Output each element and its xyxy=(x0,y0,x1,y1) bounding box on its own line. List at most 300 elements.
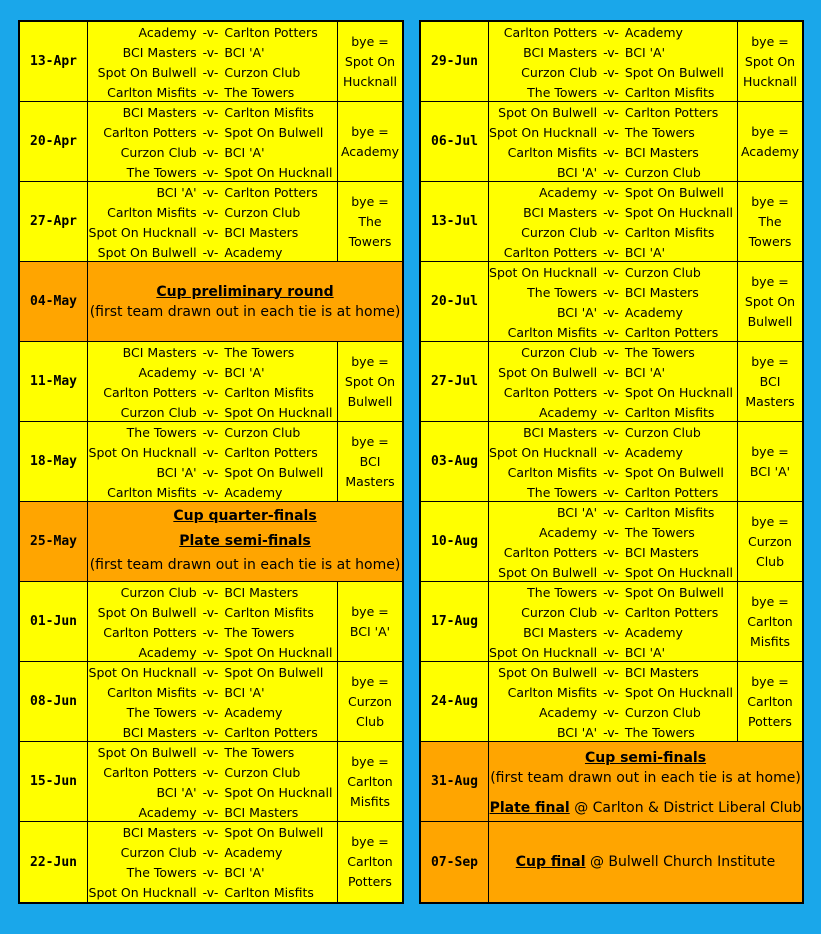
away-team: Spot On Bulwell xyxy=(224,125,324,140)
home-team: Spot On Hucknall xyxy=(489,265,598,280)
away-team: Carlton Misfits xyxy=(624,85,715,100)
home-team: The Towers xyxy=(527,285,598,300)
versus-label: -v- xyxy=(202,185,219,200)
home-team: Curzon Club xyxy=(120,145,197,160)
bye-cell: bye = Spot On Bulwell xyxy=(338,342,402,421)
schedule-row xyxy=(421,182,802,262)
fixtures-cell xyxy=(489,262,738,341)
fixture xyxy=(489,683,733,703)
date-cell: 27-Apr xyxy=(20,182,88,261)
schedule-row xyxy=(20,822,402,902)
versus-label: -v- xyxy=(603,665,619,680)
schedule-row xyxy=(421,422,802,502)
fixture xyxy=(489,603,733,623)
versus-label: -v- xyxy=(603,305,619,320)
fixture xyxy=(88,143,333,163)
home-team: Carlton Potters xyxy=(503,385,598,400)
home-team: Academy xyxy=(539,185,598,200)
home-team: Academy xyxy=(539,525,598,540)
schedule-row xyxy=(20,502,402,582)
away-team: The Towers xyxy=(624,525,695,540)
away-team: Carlton Potters xyxy=(224,725,318,740)
date-cell: 20-Jul xyxy=(421,262,489,341)
versus-label: -v- xyxy=(603,145,619,160)
versus-label: -v- xyxy=(603,645,619,660)
versus-label: -v- xyxy=(202,205,219,220)
away-team: Carlton Misfits xyxy=(224,605,314,620)
home-team: Spot On Hucknall xyxy=(88,225,197,240)
fixture xyxy=(489,343,733,363)
date-cell: 07-Sep xyxy=(421,822,489,902)
home-team: Curzon Club xyxy=(120,405,197,420)
versus-label: -v- xyxy=(202,125,219,140)
away-team: The Towers xyxy=(224,745,295,760)
versus-label: -v- xyxy=(603,385,619,400)
fixtures-cell xyxy=(489,502,738,581)
fixture xyxy=(88,63,333,83)
versus-label: -v- xyxy=(603,25,619,40)
date-cell: 08-Jun xyxy=(20,662,88,741)
home-team: Spot On Bulwell xyxy=(498,565,598,580)
away-team: Academy xyxy=(224,705,283,720)
versus-label: -v- xyxy=(202,445,219,460)
versus-label: -v- xyxy=(202,165,219,180)
versus-label: -v- xyxy=(202,245,219,260)
home-team: Academy xyxy=(138,25,197,40)
schedule-row xyxy=(20,22,402,102)
fixture xyxy=(88,403,333,423)
away-team: BCI Masters xyxy=(224,225,299,240)
fixture xyxy=(88,83,333,103)
fixture xyxy=(489,103,733,123)
versus-label: -v- xyxy=(603,165,619,180)
versus-label: -v- xyxy=(603,545,619,560)
away-team: BCI 'A' xyxy=(224,685,265,700)
versus-label: -v- xyxy=(202,25,219,40)
home-team: BCI Masters xyxy=(523,45,598,60)
fixture xyxy=(489,263,733,283)
home-team: Academy xyxy=(138,805,197,820)
schedule-row xyxy=(421,822,802,902)
bye-cell: bye = Spot On Bulwell xyxy=(738,262,802,341)
fixtures-column-right xyxy=(419,20,804,904)
fixture xyxy=(489,643,733,663)
home-team: The Towers xyxy=(527,585,598,600)
home-team: BCI Masters xyxy=(122,725,197,740)
event-title: Cup preliminary round xyxy=(156,283,334,300)
fixtures-cell xyxy=(489,342,738,421)
versus-label: -v- xyxy=(603,65,619,80)
home-team: Carlton Potters xyxy=(503,25,598,40)
home-team: Spot On Bulwell xyxy=(97,65,197,80)
fixture xyxy=(489,403,733,423)
home-team: Spot On Hucknall xyxy=(489,645,598,660)
bye-cell: bye = Carlton Potters xyxy=(338,822,402,902)
home-team: Carlton Misfits xyxy=(507,465,598,480)
versus-label: -v- xyxy=(603,125,619,140)
home-team: Carlton Potters xyxy=(103,385,197,400)
schedule-row xyxy=(20,262,402,342)
bye-cell: bye = Carlton Misfits xyxy=(338,742,402,821)
away-team: Carlton Misfits xyxy=(624,405,715,420)
away-team: Carlton Potters xyxy=(624,605,719,620)
away-team: Carlton Misfits xyxy=(224,385,314,400)
event-title-line xyxy=(490,798,802,818)
bye-cell: bye = Carlton Potters xyxy=(738,662,802,741)
home-team: BCI 'A' xyxy=(556,305,598,320)
event-note: (first team drawn out in each tie is at home) xyxy=(89,557,401,573)
bye-cell: bye = The Towers xyxy=(738,182,802,261)
versus-label: -v- xyxy=(202,105,219,120)
fixture xyxy=(489,123,733,143)
versus-label: -v- xyxy=(603,105,619,120)
away-team: The Towers xyxy=(624,125,695,140)
versus-label: -v- xyxy=(202,485,219,500)
versus-label: -v- xyxy=(202,45,219,60)
fixtures-cell xyxy=(489,422,738,501)
date-cell: 29-Jun xyxy=(421,22,489,101)
date-cell: 25-May xyxy=(20,502,88,581)
fixture xyxy=(88,123,333,143)
fixture xyxy=(489,443,733,463)
versus-label: -v- xyxy=(603,525,619,540)
bye-cell: bye = Academy xyxy=(738,102,802,181)
home-team: Carlton Misfits xyxy=(107,85,197,100)
versus-label: -v- xyxy=(603,365,619,380)
versus-label: -v- xyxy=(603,285,619,300)
bye-cell: bye = Carlton Misfits xyxy=(738,582,802,661)
home-team: The Towers xyxy=(126,165,197,180)
versus-label: -v- xyxy=(202,865,219,880)
fixture xyxy=(88,203,333,223)
fixtures-cell xyxy=(88,582,338,661)
fixture xyxy=(489,543,733,563)
away-team: Carlton Potters xyxy=(624,105,719,120)
fixture xyxy=(489,723,733,743)
versus-label: -v- xyxy=(202,805,219,820)
fixture xyxy=(489,143,733,163)
away-team: BCI 'A' xyxy=(224,45,265,60)
versus-label: -v- xyxy=(603,205,619,220)
fixture xyxy=(88,843,333,863)
home-team: Carlton Potters xyxy=(103,765,197,780)
fixture xyxy=(88,823,333,843)
versus-label: -v- xyxy=(603,185,619,200)
away-team: Spot On Bulwell xyxy=(624,465,724,480)
home-team: The Towers xyxy=(527,85,598,100)
event-title: Cup final xyxy=(515,854,586,870)
fixture xyxy=(489,203,733,223)
fixture xyxy=(489,323,733,343)
fixture xyxy=(88,23,333,43)
schedule-row xyxy=(20,582,402,662)
away-team: Academy xyxy=(224,485,283,500)
away-team: The Towers xyxy=(624,725,695,740)
home-team: Spot On Bulwell xyxy=(97,605,197,620)
fixture xyxy=(489,363,733,383)
versus-label: -v- xyxy=(202,65,219,80)
date-cell: 22-Jun xyxy=(20,822,88,902)
schedule-row xyxy=(20,742,402,822)
versus-label: -v- xyxy=(202,705,219,720)
home-team: Spot On Hucknall xyxy=(489,445,598,460)
fixture xyxy=(489,463,733,483)
event-cell xyxy=(489,742,802,821)
versus-label: -v- xyxy=(603,265,619,280)
home-team: BCI 'A' xyxy=(156,185,197,200)
fixture xyxy=(489,423,733,443)
date-cell: 10-Aug xyxy=(421,502,489,581)
versus-label: -v- xyxy=(603,345,619,360)
away-team: Spot On Bulwell xyxy=(624,185,724,200)
fixtures-cell xyxy=(88,102,338,181)
away-team: BCI 'A' xyxy=(624,45,666,60)
away-team: The Towers xyxy=(224,625,295,640)
fixtures-cell xyxy=(489,182,738,261)
fixture xyxy=(489,63,733,83)
schedule-row xyxy=(421,742,802,822)
home-team: Carlton Potters xyxy=(503,245,598,260)
fixture xyxy=(88,223,333,243)
fixtures-cell xyxy=(489,582,738,661)
versus-label: -v- xyxy=(603,605,619,620)
away-team: Spot On Bulwell xyxy=(224,465,324,480)
home-team: Carlton Misfits xyxy=(507,685,598,700)
home-team: BCI 'A' xyxy=(556,165,598,180)
schedule-row xyxy=(20,342,402,422)
fixture xyxy=(88,703,333,723)
away-team: Spot On Hucknall xyxy=(224,645,333,660)
fixtures-column-left xyxy=(18,20,404,904)
versus-label: -v- xyxy=(603,585,619,600)
away-team: BCI Masters xyxy=(224,805,299,820)
fixture xyxy=(88,483,333,503)
home-team: BCI Masters xyxy=(523,425,598,440)
away-team: BCI Masters xyxy=(624,665,699,680)
date-cell: 27-Jul xyxy=(421,342,489,421)
fixtures-cell xyxy=(88,342,338,421)
versus-label: -v- xyxy=(202,225,219,240)
schedule-row xyxy=(421,102,802,182)
away-team: The Towers xyxy=(624,345,695,360)
home-team: The Towers xyxy=(126,865,197,880)
away-team: BCI 'A' xyxy=(224,865,265,880)
versus-label: -v- xyxy=(603,465,619,480)
versus-label: -v- xyxy=(202,385,219,400)
home-team: BCI 'A' xyxy=(556,725,598,740)
fixture xyxy=(88,623,333,643)
fixture xyxy=(88,663,333,683)
versus-label: -v- xyxy=(202,465,219,480)
away-team: Spot On Hucknall xyxy=(624,205,733,220)
fixture xyxy=(88,883,333,903)
home-team: Spot On Hucknall xyxy=(489,125,598,140)
event-title-line xyxy=(156,282,333,302)
event-title: Cup quarter-finals xyxy=(173,508,317,524)
away-team: Curzon Club xyxy=(224,765,301,780)
event-title-line xyxy=(179,531,311,551)
versus-label: -v- xyxy=(603,505,619,520)
away-team: Curzon Club xyxy=(624,165,701,180)
home-team: Academy xyxy=(539,405,598,420)
fixtures-cell xyxy=(489,102,738,181)
away-team: Carlton Potters xyxy=(224,445,318,460)
event-title: Cup semi-finals xyxy=(584,750,707,766)
fixture xyxy=(88,243,333,263)
fixtures-cell xyxy=(88,22,338,101)
fixture xyxy=(88,863,333,883)
home-team: Carlton Misfits xyxy=(107,685,197,700)
schedule-row xyxy=(421,22,802,102)
versus-label: -v- xyxy=(603,565,619,580)
home-team: Curzon Club xyxy=(120,845,197,860)
away-team: BCI Masters xyxy=(624,285,699,300)
away-team: Spot On Bulwell xyxy=(624,65,724,80)
away-team: Spot On Bulwell xyxy=(224,825,324,840)
bye-cell: bye = Spot On Hucknall xyxy=(738,22,802,101)
event-cell xyxy=(88,262,402,341)
fixture xyxy=(489,23,733,43)
away-team: Academy xyxy=(224,845,283,860)
away-team: Spot On Hucknall xyxy=(624,685,733,700)
bye-cell: bye = Spot On Hucknall xyxy=(338,22,402,101)
away-team: Spot On Hucknall xyxy=(624,565,733,580)
fixture xyxy=(489,303,733,323)
versus-label: -v- xyxy=(603,625,619,640)
versus-label: -v- xyxy=(603,45,619,60)
away-team: Carlton Potters xyxy=(624,325,719,340)
date-cell: 13-Apr xyxy=(20,22,88,101)
away-team: Curzon Club xyxy=(224,205,301,220)
event-top-group xyxy=(490,748,801,788)
home-team: Carlton Misfits xyxy=(507,145,598,160)
versus-label: -v- xyxy=(202,425,219,440)
away-team: Carlton Misfits xyxy=(224,885,314,900)
fixtures-cell xyxy=(88,822,338,902)
fixture xyxy=(489,163,733,183)
away-team: BCI 'A' xyxy=(224,365,265,380)
home-team: The Towers xyxy=(126,705,197,720)
date-cell: 13-Jul xyxy=(421,182,489,261)
fixture xyxy=(88,343,333,363)
away-team: Spot On Bulwell xyxy=(224,665,324,680)
fixture xyxy=(88,803,333,823)
date-cell: 03-Aug xyxy=(421,422,489,501)
home-team: The Towers xyxy=(527,485,598,500)
date-cell: 06-Jul xyxy=(421,102,489,181)
versus-label: -v- xyxy=(202,665,219,680)
event-title-secondary: Plate semi-finals xyxy=(179,532,311,549)
home-team: BCI Masters xyxy=(523,625,598,640)
event-note: (first team drawn out in each tie is at home) xyxy=(490,770,801,786)
away-team: Spot On Hucknall xyxy=(624,385,733,400)
versus-label: -v- xyxy=(202,345,219,360)
home-team: Curzon Club xyxy=(521,605,598,620)
schedule-row xyxy=(421,342,802,422)
away-team: Carlton Misfits xyxy=(224,105,314,120)
fixture xyxy=(88,583,333,603)
home-team: Curzon Club xyxy=(120,585,197,600)
bye-cell: bye = BCI 'A' xyxy=(338,582,402,661)
away-team: Curzon Club xyxy=(624,265,701,280)
away-team: Curzon Club xyxy=(224,65,301,80)
home-team: Spot On Bulwell xyxy=(498,665,598,680)
away-team: Carlton Misfits xyxy=(624,225,715,240)
away-team: Curzon Club xyxy=(224,425,301,440)
fixture xyxy=(88,423,333,443)
away-team: BCI 'A' xyxy=(624,645,666,660)
fixture xyxy=(88,683,333,703)
home-team: Academy xyxy=(539,705,598,720)
away-team: Academy xyxy=(624,25,683,40)
fixture xyxy=(88,723,333,743)
away-team: Carlton Potters xyxy=(224,185,318,200)
versus-label: -v- xyxy=(202,765,219,780)
fixture xyxy=(489,503,733,523)
home-team: Spot On Bulwell xyxy=(498,365,598,380)
versus-label: -v- xyxy=(603,425,619,440)
versus-label: -v- xyxy=(202,585,219,600)
versus-label: -v- xyxy=(202,625,219,640)
fixtures-cell xyxy=(489,22,738,101)
home-team: Spot On Bulwell xyxy=(498,105,598,120)
fixture xyxy=(489,663,733,683)
schedule-row xyxy=(421,582,802,662)
home-team: BCI Masters xyxy=(122,825,197,840)
fixture xyxy=(88,763,333,783)
versus-label: -v- xyxy=(202,725,219,740)
away-team: Carlton Potters xyxy=(624,485,719,500)
schedule-row xyxy=(421,662,802,742)
date-cell: 24-Aug xyxy=(421,662,489,741)
fixtures-cell xyxy=(489,662,738,741)
versus-label: -v- xyxy=(202,145,219,160)
event-note: (first team drawn out in each tie is at home) xyxy=(89,303,401,320)
away-team: The Towers xyxy=(224,345,295,360)
versus-label: -v- xyxy=(603,485,619,500)
fixture xyxy=(489,243,733,263)
date-cell: 20-Apr xyxy=(20,102,88,181)
fixture xyxy=(88,643,333,663)
event-cell xyxy=(489,822,802,902)
away-team: Academy xyxy=(624,445,683,460)
date-cell: 11-May xyxy=(20,342,88,421)
fixtures-cell xyxy=(88,182,338,261)
versus-label: -v- xyxy=(603,685,619,700)
fixture xyxy=(489,583,733,603)
fixtures-cell xyxy=(88,662,338,741)
bye-cell: bye = BCI 'A' xyxy=(738,422,802,501)
fixture xyxy=(88,183,333,203)
fixture xyxy=(489,283,733,303)
fixture xyxy=(88,783,333,803)
versus-label: -v- xyxy=(202,605,219,620)
home-team: Carlton Potters xyxy=(503,545,598,560)
home-team: Carlton Misfits xyxy=(107,485,197,500)
home-team: The Towers xyxy=(126,425,197,440)
versus-label: -v- xyxy=(603,245,619,260)
home-team: Spot On Hucknall xyxy=(88,665,197,680)
bye-cell: bye = The Towers xyxy=(338,182,402,261)
versus-label: -v- xyxy=(202,365,219,380)
fixture xyxy=(489,523,733,543)
fixture xyxy=(88,463,333,483)
bye-cell: bye = Academy xyxy=(338,102,402,181)
fixture xyxy=(88,743,333,763)
away-team: The Towers xyxy=(224,85,295,100)
home-team: Carlton Misfits xyxy=(107,205,197,220)
home-team: Curzon Club xyxy=(521,225,598,240)
